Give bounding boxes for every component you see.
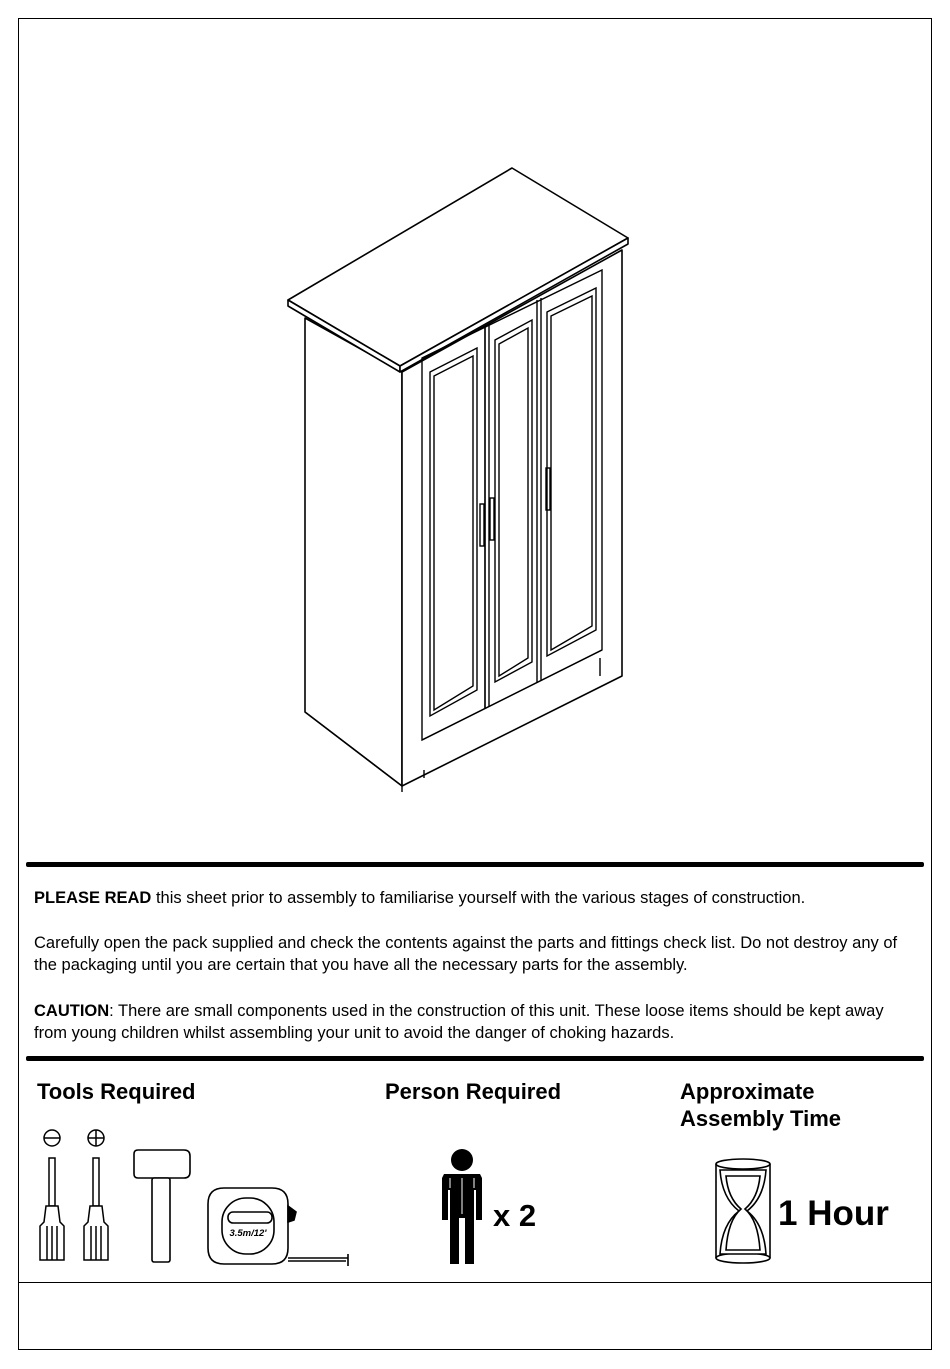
tape-measure-icon xyxy=(204,1184,354,1268)
please-read-label: PLEASE READ xyxy=(34,889,152,907)
flathead-screwdriver-icon xyxy=(36,1126,70,1268)
hourglass-icon xyxy=(710,1156,776,1266)
caution-text: : There are small components used in the construction of this unit. These loose items should be kept away from young children whilst assembling your unit to avoid the danger of choking hazards. xyxy=(34,1002,884,1042)
intro-paragraph-caution xyxy=(34,1000,914,1044)
section-rule-bottom xyxy=(26,1056,924,1061)
tape-measure-label: 3.5m/12' xyxy=(229,1228,267,1239)
intro-paragraph-read xyxy=(34,887,914,909)
assembly-time-value: 1 Hour xyxy=(778,1194,889,1233)
hammer-icon xyxy=(128,1146,198,1268)
tools-heading: Tools Required xyxy=(37,1079,196,1104)
intro-paragraph-check xyxy=(34,932,914,976)
phillips-screwdriver-icon xyxy=(80,1126,114,1268)
time-heading-line2: Assembly Time xyxy=(680,1106,842,1131)
check-contents-text: Carefully open the pack supplied and check the contents against the parts and fittings check list. Do not destroy any of the packaging until you are certain that you have all the necessary parts for the assembly. xyxy=(34,934,898,974)
caution-label: CAUTION xyxy=(34,1002,110,1020)
please-read-text: this sheet prior to assembly to familiarise yourself with the various stages of construction. xyxy=(151,889,806,907)
footer-divider xyxy=(18,1282,932,1283)
person-count: x 2 xyxy=(493,1198,537,1233)
time-heading-line1: Approximate xyxy=(680,1079,815,1104)
person-icon xyxy=(436,1148,488,1266)
section-rule-top xyxy=(26,862,924,867)
persons-heading: Person Required xyxy=(385,1079,562,1104)
